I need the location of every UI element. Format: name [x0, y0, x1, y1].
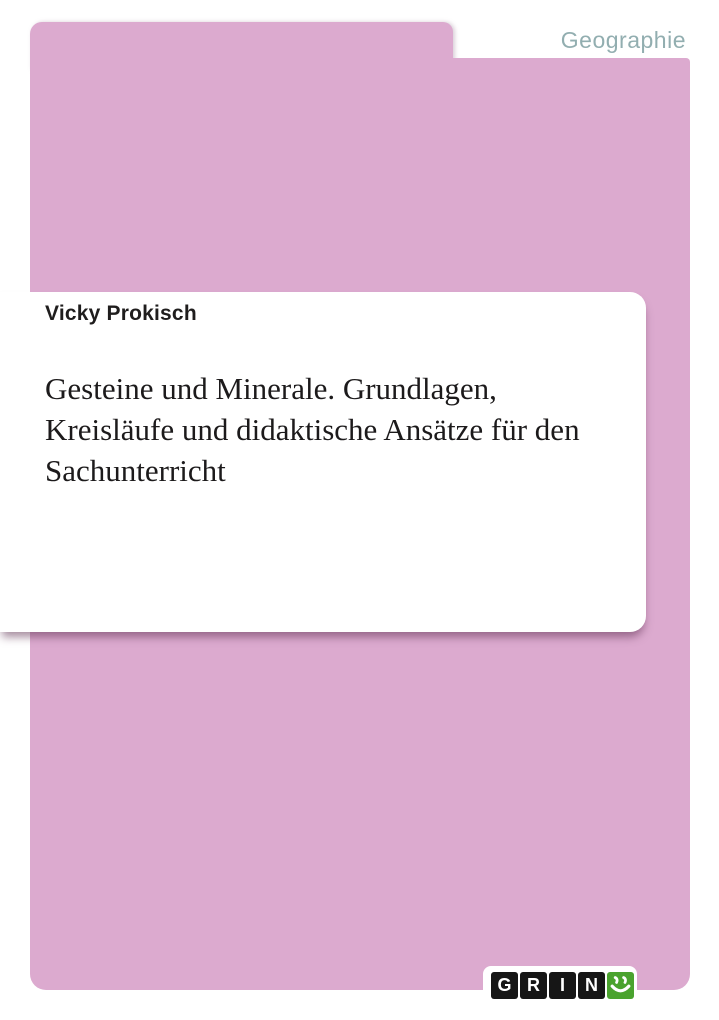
grin-logo-letter-i: I — [549, 972, 576, 999]
author-name: Vicky Prokisch — [45, 302, 197, 325]
grin-logo-letter-g: G — [491, 972, 518, 999]
book-title-line-3: Sachunterricht — [45, 453, 226, 488]
book-title — [45, 368, 580, 491]
grin-logo-letter-n: N — [578, 972, 605, 999]
grin-smiley-icon — [607, 972, 634, 999]
book-title-line-2: Kreisläufe und didaktische Ansätze für den — [45, 412, 580, 447]
grin-logo-letter-r: R — [520, 972, 547, 999]
grin-logo — [483, 966, 637, 1016]
book-title-line-1: Gesteine und Minerale. Grundlagen, — [45, 371, 497, 406]
category-label: Geographie — [560, 27, 686, 53]
